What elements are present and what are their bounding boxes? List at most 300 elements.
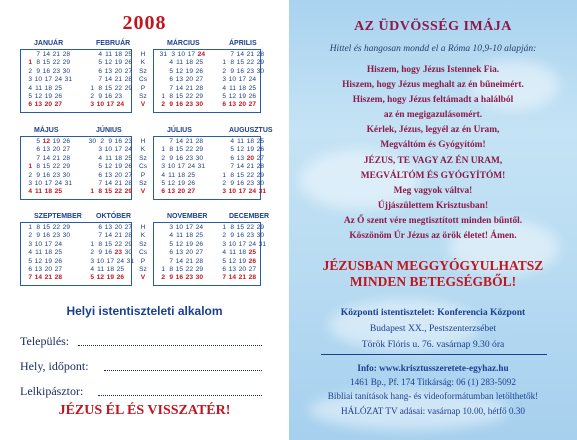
day-cell: 11 (176, 59, 183, 67)
day-cell: 13 (104, 67, 112, 75)
day-cell: 18 (238, 84, 246, 92)
day-cell: 2 (161, 274, 165, 282)
day-cell: 5 (90, 274, 94, 282)
day-cell: 3 (90, 257, 94, 265)
weekday-letters (137, 138, 149, 197)
day-cell: 30 (62, 171, 70, 179)
day-cell: 24 (124, 146, 132, 154)
day-cell: 23 (52, 171, 60, 179)
day-cell (157, 68, 165, 76)
day-cell: 2 (28, 232, 32, 240)
day-cell: 16 (175, 154, 183, 162)
day-cell: 22 (185, 146, 193, 154)
day-cell: 23 (124, 138, 132, 145)
day-cell: 4 (90, 265, 94, 273)
day-cell: 5 (161, 179, 165, 187)
field-label-town: Település: (20, 334, 70, 348)
central-service (289, 305, 577, 353)
day-cell (256, 93, 264, 101)
day-cell (157, 249, 165, 257)
day-cell: 24 (116, 257, 124, 265)
day-cell: 25 (54, 84, 62, 92)
day-cell: 17 (114, 146, 122, 154)
day-cell (157, 76, 165, 84)
day-cell: 8 (36, 59, 40, 67)
day-cell: 19 (185, 67, 193, 75)
day-cell: 5 (222, 257, 226, 265)
day-cell: 9 (169, 101, 173, 109)
day-cell: 18 (114, 51, 122, 58)
day-cell (218, 163, 226, 171)
day-cell: 23 (52, 232, 60, 240)
info-block (289, 361, 577, 418)
day-cell: 21 (114, 232, 122, 240)
day-cell: 31 (197, 163, 205, 171)
day-cell: 29 (256, 171, 264, 179)
day-cell: 7 (98, 179, 102, 187)
day-cell (24, 51, 32, 59)
month-days (24, 224, 70, 283)
weekday-letter: Sz (139, 179, 147, 187)
day-cell: 2 (28, 67, 32, 75)
day-cell: 19 (44, 257, 52, 265)
day-cell: 13 (104, 171, 112, 179)
day-cell: 6 (98, 224, 102, 231)
day-cell: 23 (114, 249, 122, 257)
day-cell: 30 (124, 249, 132, 257)
day-cell: 8 (36, 224, 40, 231)
day-cell: 18 (106, 265, 114, 273)
day-cell: 10 (228, 240, 236, 248)
day-cell: 22 (114, 188, 122, 196)
day-cell: 19 (185, 240, 193, 248)
day-cell: 22 (52, 224, 60, 231)
day-cell: 8 (230, 224, 234, 231)
day-cell: 8 (36, 163, 40, 171)
day-cell: 13 (175, 76, 183, 84)
day-cell: 20 (114, 67, 122, 75)
day-cell: 27 (195, 76, 203, 84)
day-cell: 26 (54, 257, 62, 265)
day-cell: 22 (52, 59, 60, 67)
day-cell: 28 (124, 179, 132, 187)
day-cell: 27 (248, 101, 256, 109)
day-cell: 16 (114, 138, 122, 145)
weekday-letter: Sz (139, 92, 147, 100)
day-cell: 15 (104, 84, 112, 92)
day-cell: 1 (222, 171, 226, 179)
day-cell: 22 (246, 224, 254, 231)
month-name: AUGUSZTUS (229, 127, 273, 134)
day-cell: 16 (42, 67, 50, 75)
day-cell: 9 (36, 171, 40, 179)
day-cell: 11 (105, 154, 112, 162)
day-cell: 7 (36, 154, 40, 162)
day-cell: 1 (28, 224, 32, 231)
day-cell: 20 (246, 154, 254, 162)
day-cell: 10 (175, 224, 183, 231)
day-cell: 19 (238, 92, 246, 100)
field-label-place-time: Hely, időpont: (20, 359, 89, 373)
day-cell: 5 (222, 92, 226, 100)
day-cell: 12 (96, 274, 104, 282)
day-cell: 5 (230, 146, 234, 154)
day-cell: 6 (98, 171, 102, 179)
day-cell: 27 (62, 146, 70, 154)
prayer-line: Hiszem, hogy Jézus Istennek Fia. (366, 65, 500, 75)
day-cell: 30 (256, 179, 264, 187)
day-cell: 6 (28, 265, 32, 273)
day-cell: 9 (36, 67, 40, 75)
day-cell: 6 (222, 101, 226, 109)
day-cell: 2 (90, 92, 94, 100)
day-cell: 10 (228, 76, 236, 84)
prayer-text (289, 63, 577, 244)
day-cell: 1 (90, 240, 94, 248)
day-cell: 25 (195, 59, 203, 67)
day-cell: 5 (169, 67, 173, 75)
month-days (157, 138, 205, 197)
day-cell: 16 (175, 274, 183, 282)
month-name: JANUÁR (34, 40, 64, 47)
day-cell (62, 85, 70, 93)
day-cell: 11 (229, 249, 236, 257)
day-cell: 15 (104, 188, 112, 196)
day-cell: 18 (185, 232, 193, 240)
day-cell: 11 (35, 249, 42, 257)
day-cell: 24 (54, 240, 62, 248)
day-cell (24, 138, 32, 146)
day-cell (256, 266, 264, 274)
day-cell (256, 258, 264, 266)
weekday-letter: V (140, 101, 146, 109)
day-cell: 4 (161, 171, 165, 179)
day-cell: 4 (28, 249, 32, 257)
weekday-letter: V (140, 274, 146, 282)
day-cell: 2 (161, 154, 165, 162)
day-cell: 28 (195, 138, 203, 145)
day-cell: 6 (36, 146, 40, 154)
day-cell: 30 (195, 101, 203, 109)
day-cell: 17 (185, 224, 193, 231)
day-cell (62, 101, 70, 109)
day-cell (62, 258, 70, 266)
month-days (157, 224, 203, 283)
weekday-letter: P (140, 171, 146, 179)
day-cell (62, 93, 70, 101)
day-cell: 3 (28, 240, 32, 248)
weekday-letter: K (140, 59, 146, 67)
contact-line: 1461 Bp., Pf. 174 Titkárság: 06 (1) 283-5092 (350, 377, 516, 388)
day-cell: 25 (124, 154, 132, 162)
day-cell (256, 85, 264, 93)
day-cell: 29 (195, 265, 203, 273)
day-cell: 9 (169, 274, 173, 282)
day-cell: 2 (161, 101, 165, 109)
day-cell: 18 (44, 84, 52, 92)
day-cell: 16 (104, 249, 112, 257)
weekday-letters (137, 224, 149, 283)
weekday-letter: Sz (139, 67, 147, 75)
day-cell: 20 (114, 224, 122, 231)
day-cell: 14 (34, 274, 42, 282)
prayer-title: AZ ÜDVÖSSÉG IMÁJA (354, 19, 512, 34)
day-cell (157, 224, 165, 232)
day-cell (124, 274, 132, 282)
prayer-line: az én megigazulásomért. (383, 110, 483, 121)
day-cell: 1 (90, 84, 94, 92)
day-cell: 26 (124, 59, 132, 67)
day-cell: 17 (44, 76, 52, 84)
day-cell: 19 (44, 92, 52, 100)
day-cell (86, 146, 94, 154)
local-service-title: Helyi istentiszteleti alkalom (66, 304, 223, 318)
day-cell: 19 (177, 179, 185, 187)
day-cell: 28 (54, 274, 62, 282)
day-cell: 29 (256, 59, 264, 67)
day-cell: 14 (175, 257, 183, 265)
weekday-letters (137, 51, 149, 110)
day-cell: 14 (104, 179, 112, 187)
headline-line: MINDEN BETEGSÉGBŐL! (349, 274, 517, 289)
day-cell: 29 (62, 224, 70, 231)
day-cell: 13 (104, 224, 112, 231)
day-cell: 4 (169, 232, 173, 240)
day-cell: 4 (169, 59, 173, 67)
day-cell: 14 (175, 84, 183, 92)
day-cell: 27 (124, 67, 132, 75)
day-cell: 3 (171, 51, 175, 58)
healing-headline (289, 258, 577, 290)
day-cell: 25 (124, 51, 132, 58)
day-cell: 25 (256, 138, 264, 145)
day-cell: 24 (248, 240, 256, 248)
day-cell: 29 (62, 163, 70, 171)
weekday-letter: K (140, 232, 146, 240)
day-cell (195, 172, 203, 180)
day-cell: 23 (185, 154, 193, 162)
weekday-letter: V (140, 188, 146, 196)
day-cell: 17 (238, 188, 246, 196)
day-cell (86, 51, 94, 59)
day-cell: 11 (168, 171, 175, 179)
day-cell: 21 (44, 274, 52, 282)
day-cell: 23 (185, 274, 193, 282)
prayer-line: Kérlek, Jézus, legyél az én Uram, (366, 125, 500, 136)
day-cell (86, 224, 94, 232)
day-cell: 12 (104, 163, 112, 171)
weekday-letter: K (140, 146, 146, 154)
day-cell: 27 (124, 171, 132, 179)
prayer-intro: Hittel és hangosan mondd el a Róma 10,9-10 alapján: (329, 44, 537, 54)
day-cell: 3 (222, 240, 226, 248)
day-cell: 12 (34, 257, 42, 265)
day-cell: 30 (62, 67, 70, 75)
day-cell: 26 (195, 67, 203, 75)
field-line-town[interactable] (78, 336, 262, 346)
day-cell: 12 (104, 59, 112, 67)
day-cell (62, 274, 70, 282)
motto: JÉZUS ÉL ÉS VISSZATÉR! (58, 403, 231, 418)
day-cell: 31 (64, 76, 72, 84)
day-cell (157, 138, 165, 146)
day-cell: 18 (44, 188, 52, 196)
day-cell: 7 (169, 257, 173, 265)
day-cell: 11 (229, 84, 236, 92)
day-cell: 14 (104, 232, 112, 240)
day-cell: 21 (52, 154, 60, 162)
day-cell: 11 (35, 188, 42, 196)
field-line-pastor[interactable] (98, 386, 262, 396)
day-cell: 20 (238, 265, 246, 273)
weekday-letter: Sz (139, 240, 147, 248)
day-cell: 9 (230, 67, 234, 75)
day-cell: 13 (42, 146, 50, 154)
weekday-letter: Cs (138, 163, 148, 171)
website-link[interactable]: Info: www.krisztusszeretete-egyhaz.hu (357, 363, 509, 373)
day-cell: 30 (256, 232, 264, 240)
day-cell: 7 (230, 163, 234, 171)
day-cell: 17 (238, 76, 246, 84)
day-cell: 12 (175, 67, 183, 75)
day-cell: 5 (98, 59, 102, 67)
day-cell: 26 (195, 240, 203, 248)
day-cell: 16 (236, 232, 244, 240)
day-cell: 10 (34, 240, 42, 248)
day-cell: 14 (228, 274, 236, 282)
day-cell (157, 241, 165, 249)
day-cell (86, 68, 94, 76)
weekday-letter: H (140, 51, 146, 58)
month-name: MÁJUS (34, 127, 59, 134)
day-cell (86, 155, 94, 163)
day-cell: 14 (236, 163, 244, 171)
day-cell (218, 138, 226, 146)
day-cell: 6 (230, 154, 234, 162)
day-cell: 9 (230, 232, 234, 240)
day-cell: 21 (114, 76, 122, 84)
day-cell: 27 (187, 188, 195, 196)
day-cell: 16 (42, 171, 50, 179)
day-cell (256, 274, 264, 282)
day-cell (256, 249, 264, 257)
day-cell: 23 (52, 67, 60, 75)
day-cell: 7 (222, 274, 226, 282)
day-cell: 3 (28, 179, 32, 187)
month-name: JÚLIUS (167, 127, 192, 134)
month-days (218, 224, 266, 283)
day-cell: 19 (114, 59, 122, 67)
day-cell: 28 (124, 76, 132, 84)
day-cell: 19 (52, 138, 60, 145)
field-line-place-time[interactable] (104, 361, 262, 371)
prayer-line: MEGVÁLTÓM ÉS GYÓGYÍTÓM! (360, 170, 506, 181)
day-cell: 13 (34, 265, 42, 273)
day-cell: 31 (126, 257, 134, 265)
day-cell: 1 (90, 188, 94, 196)
day-cell: 15 (236, 171, 244, 179)
day-cell: 23 (246, 232, 254, 240)
day-cell: 15 (175, 92, 183, 100)
day-cell: 5 (169, 240, 173, 248)
day-cell: 21 (246, 51, 254, 58)
day-cell: 15 (42, 163, 50, 171)
day-cell: 20 (44, 265, 52, 273)
day-cell: 8 (169, 146, 173, 154)
day-cell: 16 (104, 92, 112, 100)
day-cell: 12 (167, 179, 175, 187)
day-cell (62, 266, 70, 274)
day-cell (62, 249, 70, 257)
day-cell: 2 (28, 171, 32, 179)
day-cell: 7 (169, 84, 173, 92)
day-cell: 26 (54, 92, 62, 100)
day-cell: 28 (124, 232, 132, 240)
day-cell: 13 (228, 265, 236, 273)
day-cell: 17 (44, 240, 52, 248)
day-cell (218, 155, 226, 163)
day-cell: 18 (246, 138, 254, 145)
day-cell (62, 241, 70, 249)
day-cell: 13 (167, 188, 175, 196)
day-cell: 11 (97, 265, 104, 273)
day-cell: 28 (256, 51, 264, 58)
day-cell: 28 (195, 84, 203, 92)
day-cell: 21 (185, 138, 193, 145)
day-cell: 21 (246, 163, 254, 171)
day-cell: 24 (248, 188, 256, 196)
day-cell (256, 101, 264, 109)
day-cell: 3 (98, 146, 102, 154)
day-cell (157, 59, 165, 67)
day-cell: 4 (222, 84, 226, 92)
day-cell: 13 (34, 101, 42, 109)
day-cell: 14 (236, 51, 244, 58)
day-cell: 30 (62, 232, 70, 240)
day-cell: 24 (54, 76, 62, 84)
day-cell: 13 (175, 249, 183, 257)
day-cell: 13 (236, 154, 244, 162)
day-cell: 9 (98, 92, 102, 100)
day-cell: 27 (124, 224, 132, 231)
day-cell: 21 (185, 257, 193, 265)
day-cell (86, 163, 94, 171)
day-cell (218, 146, 226, 154)
day-cell: 12 (42, 138, 50, 145)
day-cell: 25 (54, 249, 62, 257)
day-cell: 24 (248, 76, 256, 84)
day-cell (24, 155, 32, 163)
day-cell: 9 (108, 138, 112, 145)
day-cell: 9 (230, 179, 234, 187)
day-cell: 26 (248, 257, 256, 265)
day-cell: 3 (222, 188, 226, 196)
prayer-line: Hiszem, hogy Jézus feltámadt a halálból (352, 95, 514, 106)
day-cell: 16 (236, 179, 244, 187)
day-cell: 22 (185, 92, 193, 100)
day-cell: 7 (169, 138, 173, 145)
month-days (24, 138, 72, 197)
day-cell (256, 76, 264, 84)
day-cell (86, 76, 94, 84)
day-cell (157, 85, 165, 93)
year-title: 2008 (122, 12, 167, 34)
day-cell: 8 (98, 84, 102, 92)
day-cell: 12 (175, 240, 183, 248)
downloads-line: Bibliai tanítások hang- és videoformátumban letölthetők! (327, 391, 539, 402)
day-cell (86, 180, 94, 188)
month-days (218, 51, 264, 110)
